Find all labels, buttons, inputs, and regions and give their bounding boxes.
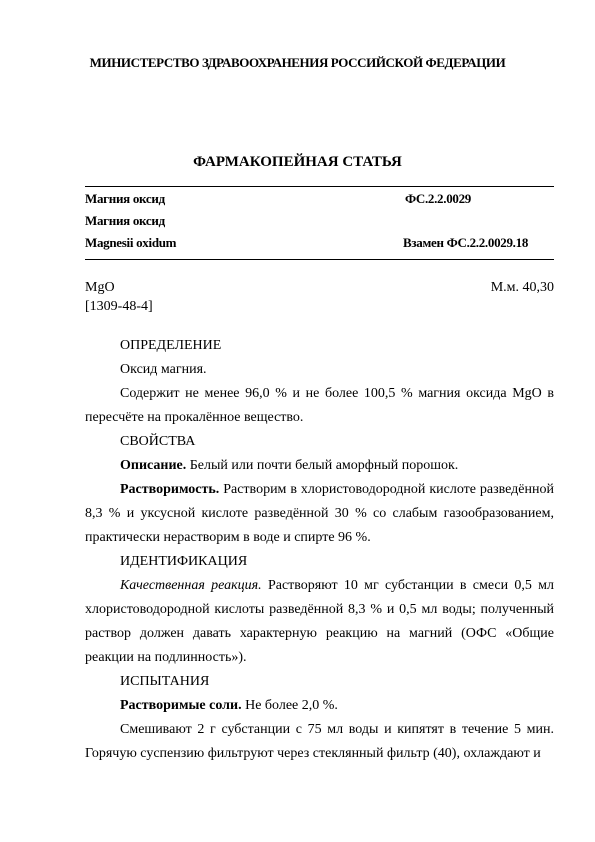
name-row-2: [85, 213, 554, 229]
chemical-formula: MgO: [85, 280, 115, 295]
bottom-rule: [85, 259, 554, 260]
name-latin: Magnesii oxidum: [85, 235, 177, 250]
content-text: Содержит не менее 96,0 % и не более 100,5 % магния оксида MgO в пересчёте на прокалённое вещество.: [85, 386, 554, 425]
molar-mass: М.м. 40,30: [490, 280, 554, 295]
ministry-title: МИНИСТЕРСТВО ЗДРАВООХРАНЕНИЯ РОССИЙСКОЙ ФЕДЕРАЦИИ: [89, 55, 506, 70]
name-row-3: [85, 235, 554, 251]
identification-heading: ИДЕНТИФИКАЦИЯ: [120, 554, 248, 569]
definition-heading: ОПРЕДЕЛЕНИЕ: [120, 338, 222, 353]
tests-heading: ИСПЫТАНИЯ: [120, 674, 210, 689]
cas-number: [1309-48-4]: [85, 299, 153, 314]
qualitative-label: Качественная реакция.: [120, 578, 262, 593]
replaces-code: Взамен ФС.2.2.0029.18: [403, 235, 529, 250]
name-row-1: [85, 191, 554, 207]
qualitative-text: Растворяют 10 мг субстанции в смеси 0,5 мл хлористоводородной кислоты разведённой 8,3 % и 0,5 мл воды; полученный раствор должен давать характерную реакцию на магний (ОФС «Общие реакции на подлинность»).: [85, 578, 555, 665]
properties-heading: СВОЙСТВА: [120, 434, 196, 449]
name-ru-2: Магния оксид: [85, 213, 165, 228]
soluble-salts-paragraph: [85, 694, 554, 718]
soluble-salts-text: Не более 2,0 %.: [241, 698, 338, 713]
article-title: ФАРМАКОПЕЙНАЯ СТАТЬЯ: [193, 154, 402, 170]
description-text: Белый или почти белый аморфный порошок.: [186, 458, 459, 473]
solubility-label: Растворимость.: [120, 482, 220, 497]
soluble-salts-label: Растворимые соли.: [120, 698, 242, 713]
article-code: ФС.2.2.0029: [405, 191, 472, 206]
definition-text: Оксид магния.: [120, 362, 207, 377]
qualitative-paragraph: [85, 574, 554, 670]
solubility-paragraph: [85, 478, 554, 550]
description-label: Описание.: [120, 458, 187, 473]
solubility-text: Растворим в хлористоводородной кислоте разведённой 8,3 % и уксусной кислоте разведённой 30 % со слабым газообразованием, практически нерастворим в воде и спирте 96 %.: [85, 482, 554, 545]
description-paragraph: [85, 454, 554, 478]
procedure-text: Смешивают 2 г субстанции с 75 мл воды и кипятят в течение 5 мин. Горячую суспензию фильтруют через стеклянный фильтр (40), охлаждают и: [85, 722, 554, 761]
top-rule: [85, 186, 554, 187]
name-ru-1: Магния оксид: [85, 191, 165, 206]
article-body: [85, 334, 554, 766]
